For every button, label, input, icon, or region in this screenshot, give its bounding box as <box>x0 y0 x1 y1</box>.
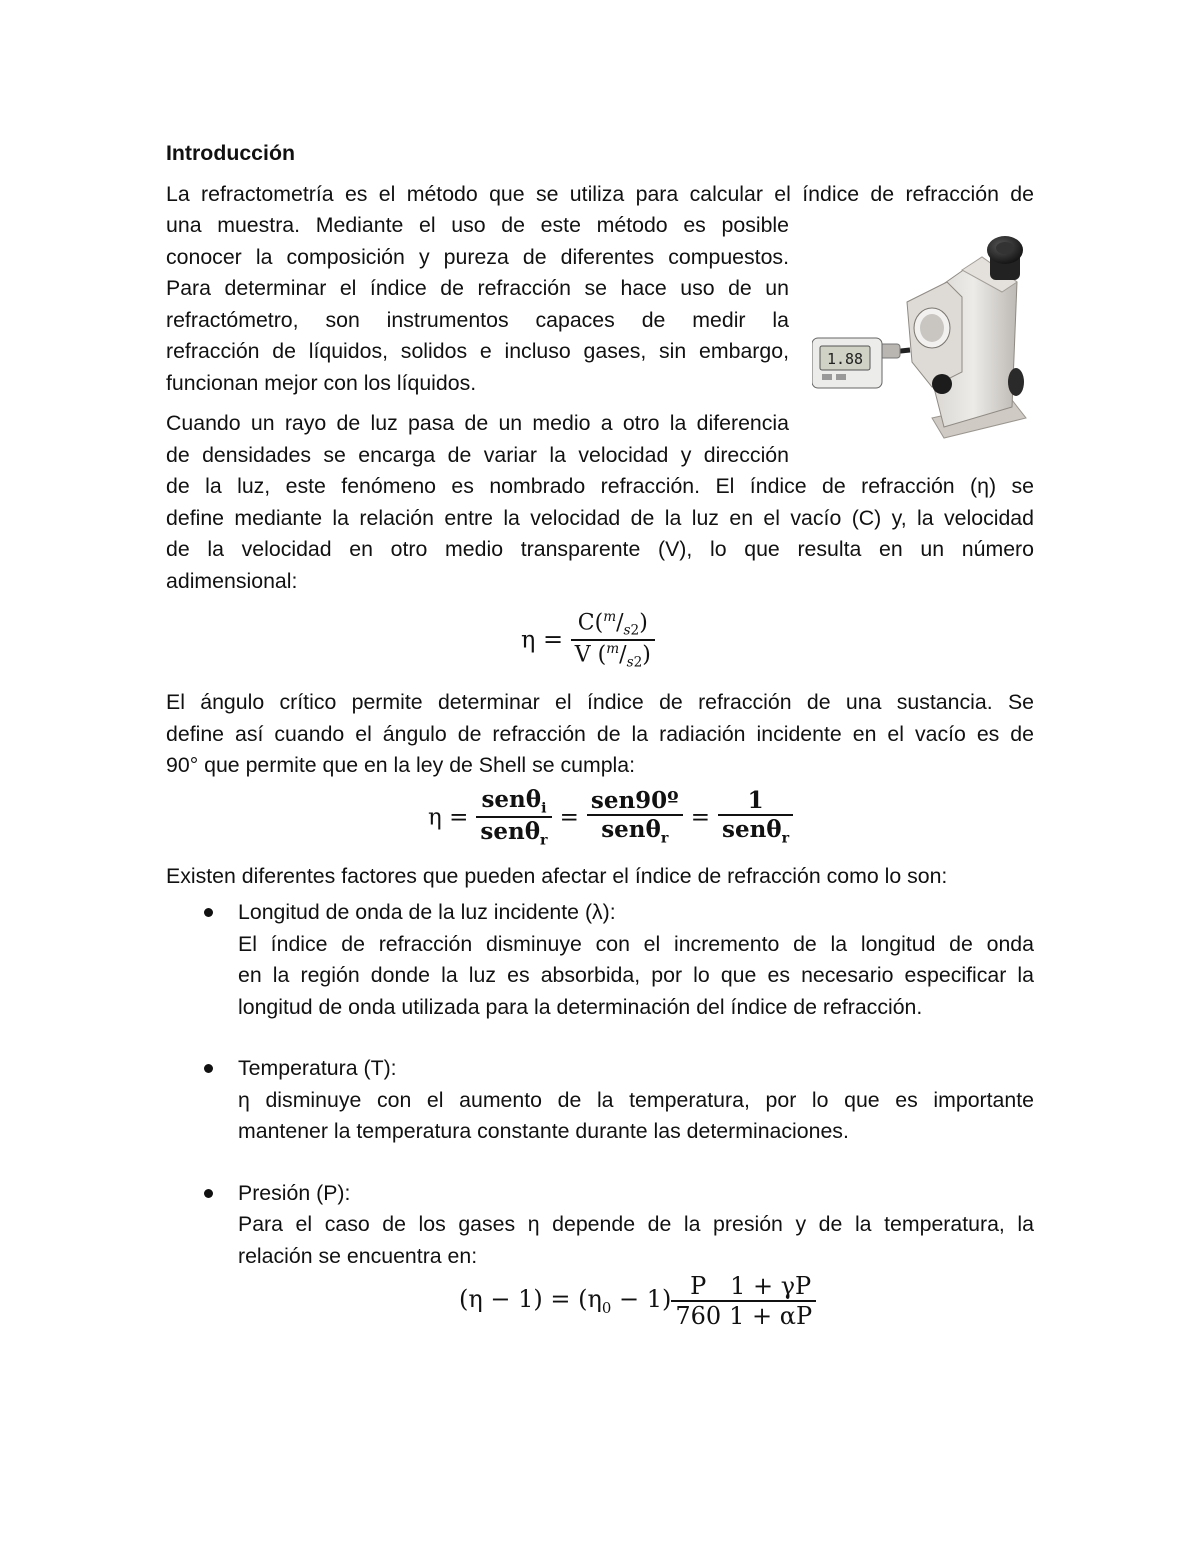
list-item-line: relación se encuentra en: <box>238 1243 478 1268</box>
equation-lhs: η = <box>521 625 564 654</box>
factor-list <box>238 897 1034 1272</box>
paragraph-line: El ángulo crítico permite determinar el índice de refracción de una sustancia. Se <box>166 690 1034 714</box>
equation-snell: η = $\frac{sen\theta_i}{sen\theta_r}$ = $\frac{\text{sen90º}}{sen\theta_r}$ = $\frac{1}{sen\theta_r}$ <box>166 782 1034 856</box>
list-item-line: Para el caso de los gases η depende de la presión y de la temperatura, la <box>238 1212 1034 1236</box>
paragraph-line: adimensional: <box>166 568 298 593</box>
fraction-p-over-760: $\frac{P}{760}$ <box>671 1272 725 1330</box>
paragraph-line: define así cuando el ángulo de refracción de la radiación incidente en el vacío es de <box>166 721 1034 746</box>
bullet-icon <box>204 908 213 917</box>
paragraph-line: Cuando un rayo de luz pasa de un medio a otro la diferencia <box>166 411 789 435</box>
list-item-title: Temperatura (T): <box>238 1056 397 1080</box>
list-item-title: Longitud de onda de la luz incidente (λ): <box>238 900 616 924</box>
fraction-gamma-alpha: $\frac{1 + \gamma P}{1 + \alpha P}$ <box>725 1272 816 1330</box>
fraction-sin-i-over-sin-r: $\frac{sen\theta_i}{sen\theta_r}$ <box>476 786 551 849</box>
paragraph-line: 90° que permite que en la ley de Shell se cumpla: <box>166 753 636 777</box>
refractometer-icon <box>812 222 1037 444</box>
section-heading: Introducción <box>166 141 295 165</box>
paragraph-line: La refractometría es el método que se utiliza para calcular el índice de refracción de <box>166 181 1034 206</box>
paragraph-line: define mediante la relación entre la velocidad de la luz en el vacío (C) y, la velocidad <box>166 505 1034 530</box>
equation-refractive-index <box>166 597 1034 687</box>
paragraph-critical-angle <box>166 687 1034 782</box>
paragraph-line: de la luz, este fenómeno es nombrado refracción. El índice de refracción (η) se <box>166 474 1034 498</box>
refractometer-image <box>812 222 1037 444</box>
list-item-line: η disminuye con el aumento de la temperatura, por lo que es importante <box>238 1087 1034 1112</box>
paragraph-line: de densidades se encarga de variar la velocidad y dirección <box>166 442 789 467</box>
list-item-title: Presión (P): <box>238 1180 351 1205</box>
list-item-line: en la región donde la luz es absorbida, por lo que es necesario especificar la <box>238 963 1034 987</box>
list-item-line: El índice de refracción disminuye con el incremento de la longitud de onda <box>238 931 1034 956</box>
list-item-line: longitud de onda utilizada para la determinación del índice de refracción. <box>238 994 923 1019</box>
paragraph-line: conocer la composición y pureza de diferentes compuestos. <box>166 244 789 269</box>
list-item <box>238 1053 1034 1148</box>
paragraph-line: de la velocidad en otro medio transparente (V), lo que resulta en un número <box>166 537 1034 561</box>
fraction-one-over-sin-r: $\frac{1}{sen\theta_r}$ <box>718 787 793 847</box>
paragraph-line: refractómetro, son instrumentos capaces de medir la <box>166 307 789 332</box>
list-item <box>238 897 1034 1023</box>
paragraph-factors: Existen diferentes factores que pueden afectar el índice de refracción como lo son: <box>166 863 948 888</box>
bullet-icon <box>204 1189 213 1198</box>
paragraph-line: funcionan mejor con los líquidos. <box>166 370 477 395</box>
paragraph-line: Para determinar el índice de refracción se hace uso de un <box>166 276 789 300</box>
fraction-sin90-over-sin-r: $\frac{\text{sen90º}}{sen\theta_r}$ <box>587 787 683 847</box>
paragraph-line: refracción de líquidos, solidos e incluso gases, sin embargo, <box>166 339 789 363</box>
fraction-c-over-v: $\frac{C(^m/_{s2})}{V (^m/_{s2})}$ <box>571 609 655 670</box>
bullet-icon <box>204 1064 213 1073</box>
display-reading: 1.88 <box>826 350 864 368</box>
list-item-line: mantener la temperatura constante durante las determinaciones. <box>238 1119 849 1143</box>
paragraph-line: una muestra. Mediante el uso de este método es posible <box>166 213 789 237</box>
list-item <box>238 1178 1034 1273</box>
equation-pressure: $(\eta - 1) = (\eta_0 - 1)$ $\frac{P}{760}$ $\frac{1 + \gamma P}{1 + \alpha P}$ <box>166 1272 1034 1346</box>
